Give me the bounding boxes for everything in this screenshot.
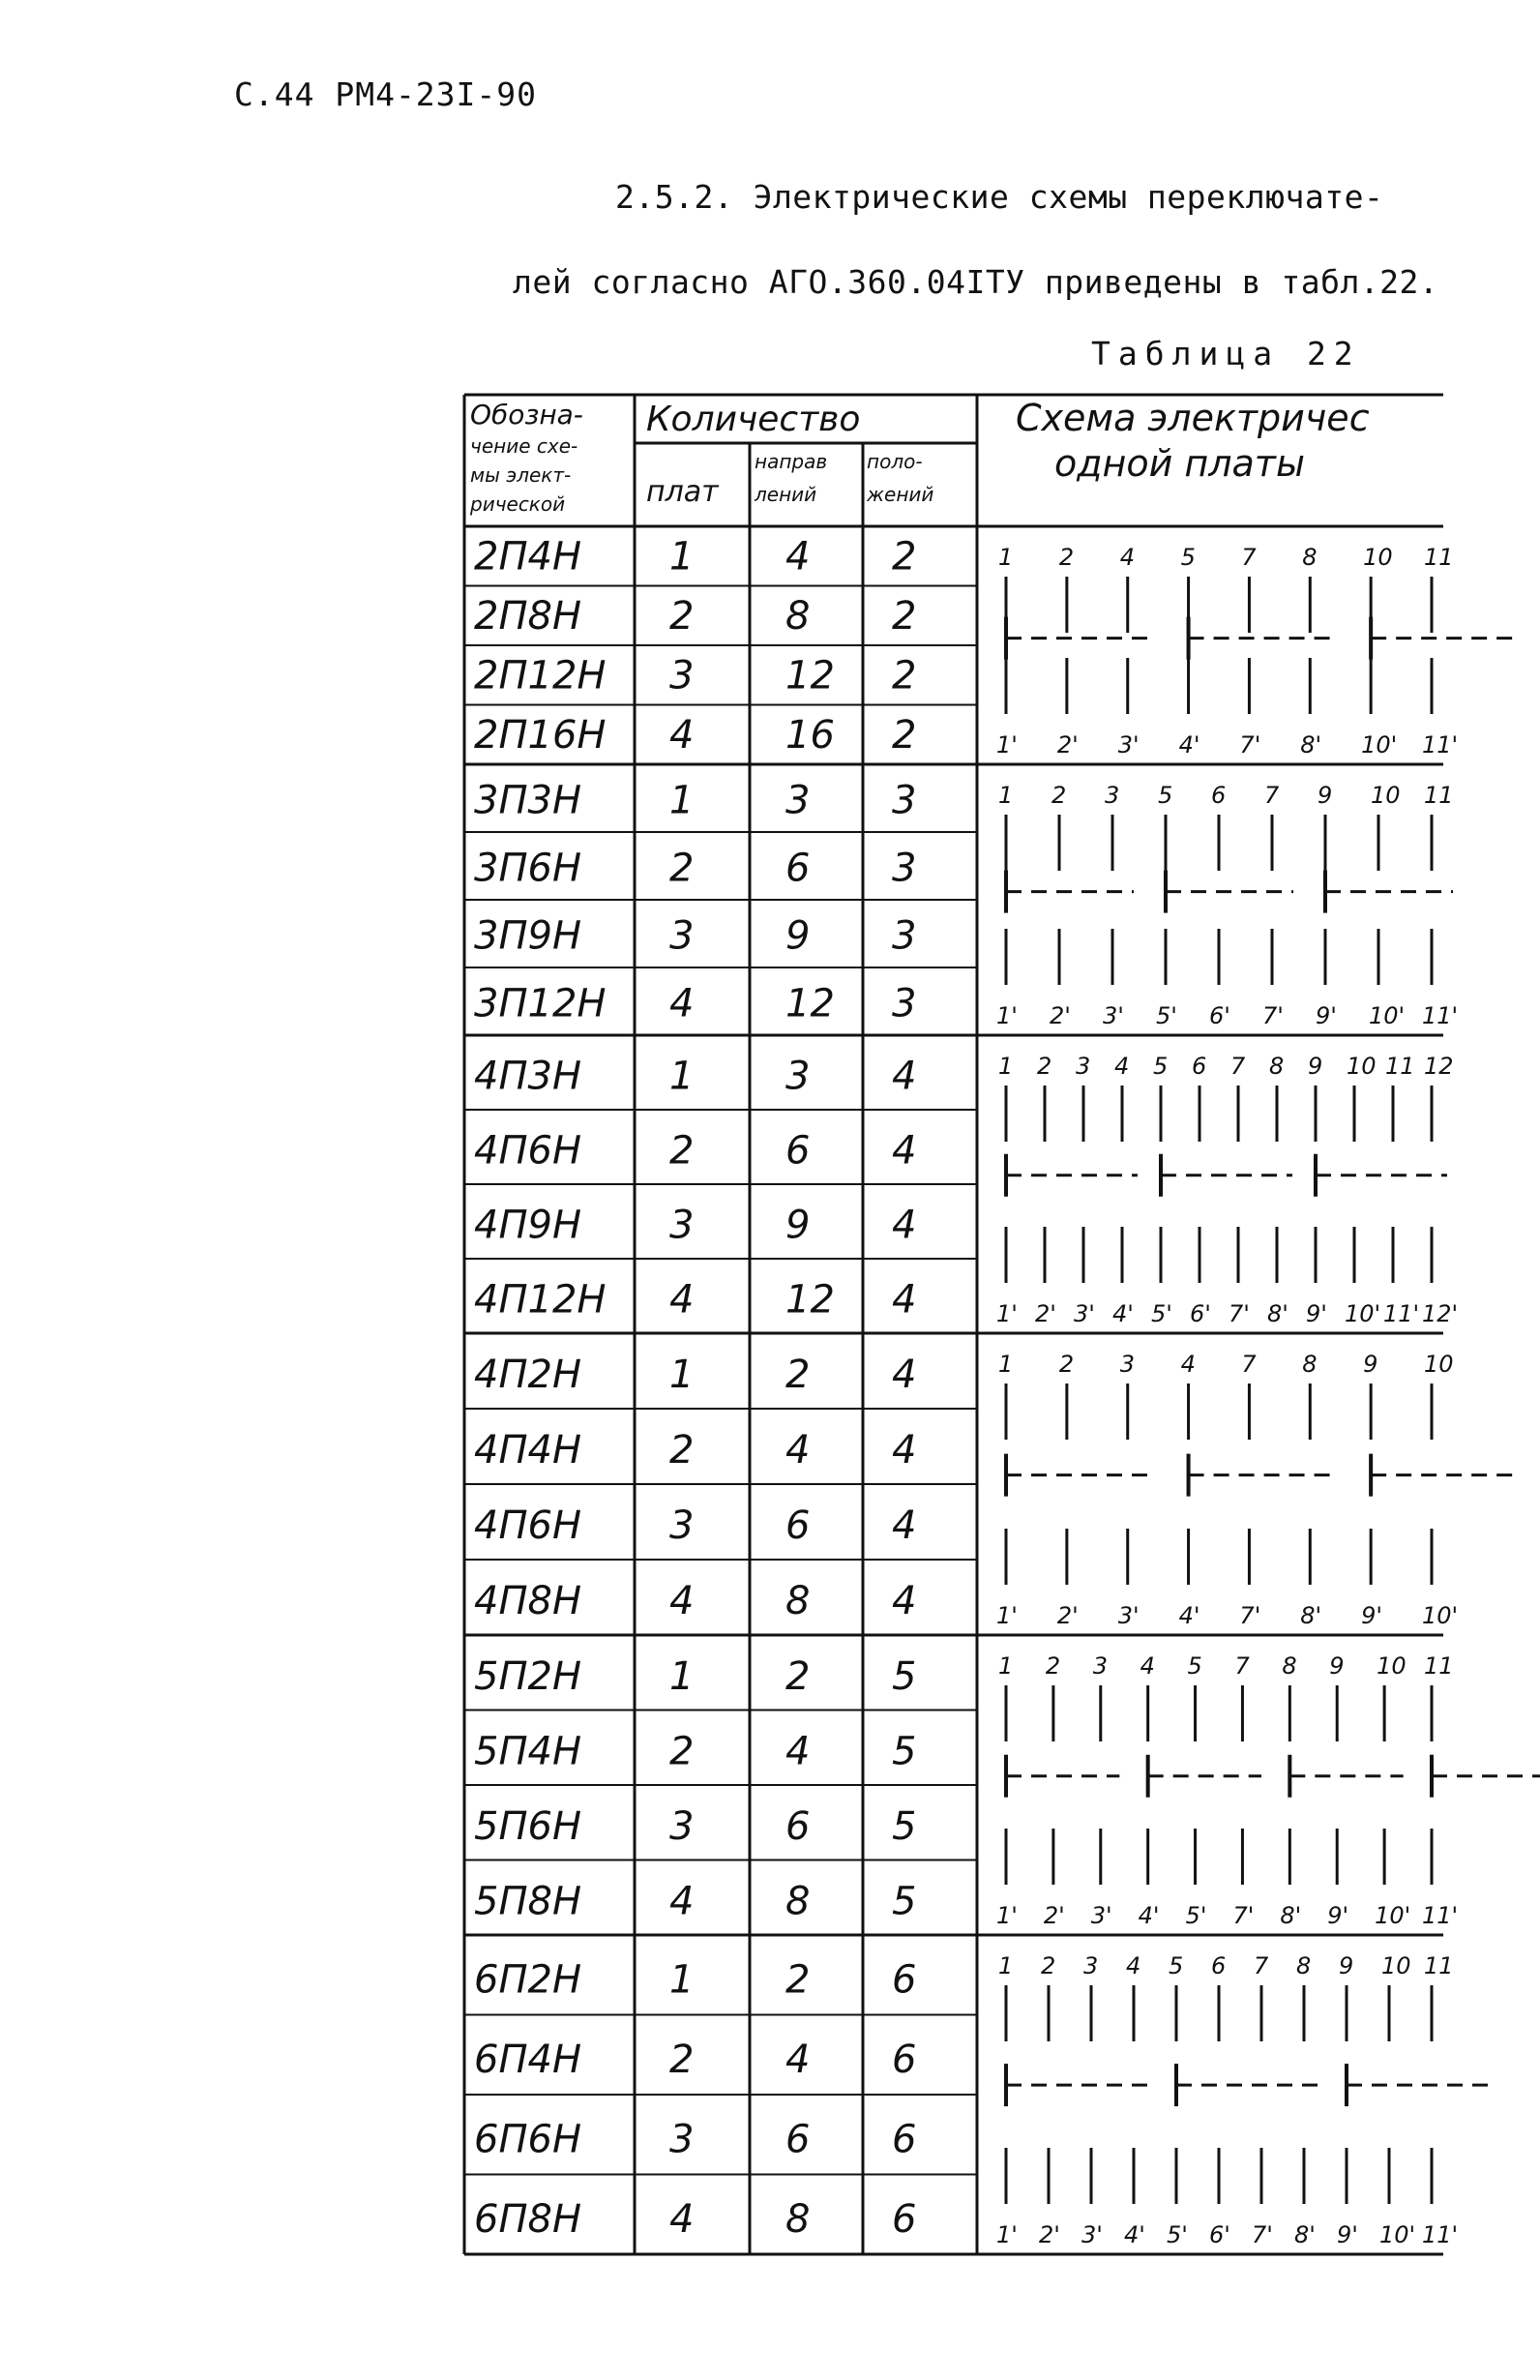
contact-label-top: 3 [1105,782,1120,809]
contact-label-top: 1 [998,1652,1014,1680]
contact-label-bottom: 4' [1178,1602,1200,1629]
row-positions-count: 3 [892,778,917,823]
row-positions-count: 6 [892,1957,917,2003]
header-positions-line: поло- [867,450,923,473]
row-designation: 4П3Н [474,1054,582,1099]
row-positions-count: 2 [892,653,917,699]
contact-label-top: 4 [1180,1351,1196,1378]
row-directions-count: 2 [785,1653,811,1699]
contact-label-top: 1 [998,782,1014,809]
contact-label-top: 2 [1045,1652,1061,1680]
row-directions-count: 3 [785,778,811,823]
contact-label-top: 8 [1269,1053,1285,1080]
row-directions-count: 4 [785,1428,811,1473]
row-designation: 5П6Н [474,1803,582,1849]
contact-label-top: 6 [1192,1053,1207,1080]
contact-label-bottom: 9' [1316,1002,1337,1029]
contact-label-bottom: 4' [1138,1902,1160,1929]
contact-label-top: 12 [1424,1053,1454,1080]
row-directions-count: 9 [785,913,811,959]
contact-label-top: 9 [1339,1952,1354,1979]
row-plates-count: 2 [669,1428,695,1473]
row-plates-count: 4 [669,2196,695,2242]
row-positions-count: 4 [892,1579,917,1624]
contact-label-bottom: 6' [1209,2221,1230,2248]
contact-label-bottom: 8' [1267,1300,1288,1327]
contact-label-top: 10 [1381,1952,1411,1979]
row-directions-count: 2 [785,1957,811,2003]
contact-label-top: 2 [1037,1053,1052,1080]
contact-label-bottom: 4' [1124,2221,1145,2248]
row-plates-count: 2 [669,593,695,639]
row-designation: 3П6Н [474,846,582,891]
row-designation: 6П6Н [474,2117,582,2162]
row-plates-count: 2 [669,1128,695,1174]
row-plates-count: 4 [669,712,695,758]
row-plates-count: 2 [669,1729,695,1774]
row-plates-count: 2 [669,846,695,891]
contact-label-top: 1 [998,1351,1014,1378]
paragraph-line-2: лей согласно АГО.360.04ITУ приведены в табл.22. [513,263,1439,301]
row-designation: 5П8Н [474,1879,582,1924]
row-designation: 6П8Н [474,2196,582,2242]
contact-label-bottom: 4' [1112,1300,1134,1327]
contact-label-bottom: 10' [1379,2221,1416,2248]
row-positions-count: 4 [892,1128,917,1174]
header-scheme-line: одной платы [1054,442,1305,485]
contact-label-bottom: 9' [1306,1300,1327,1327]
contact-label-top: 9 [1308,1053,1323,1080]
row-directions-count: 3 [785,1054,811,1099]
contact-label-top: 5 [1187,1652,1202,1680]
row-designation: 4П4Н [474,1428,582,1473]
row-designation: 4П9Н [474,1203,582,1248]
row-designation: 3П12Н [474,981,607,1026]
contact-label-top: 1 [998,544,1014,571]
row-positions-count: 6 [892,2196,917,2242]
contact-label-top: 10 [1347,1053,1377,1080]
contact-label-top: 5 [1153,1053,1169,1080]
contact-label-top: 5 [1158,782,1173,809]
contact-label-bottom: 1' [996,1902,1018,1929]
contact-label-bottom: 7' [1239,731,1261,759]
row-directions-count: 6 [785,1803,811,1849]
contact-label-top: 7 [1241,1351,1257,1378]
contact-label-top: 3 [1119,1351,1135,1378]
contact-label-bottom: 2' [1043,1902,1065,1929]
row-directions-count: 4 [785,2037,811,2082]
row-plates-count: 3 [669,2117,695,2162]
contact-label-bottom: 2' [1056,1602,1079,1629]
row-designation: 2П12Н [474,653,607,699]
row-plates-count: 1 [669,1957,695,2003]
contact-label-bottom: 10' [1369,1002,1406,1029]
header-directions-line: лений [755,483,817,506]
contact-label-bottom: 3' [1103,1002,1124,1029]
row-directions-count: 2 [785,1353,811,1398]
contact-label-bottom: 5' [1151,1300,1172,1327]
row-plates-count: 3 [669,1803,695,1849]
contact-label-bottom: 7' [1229,1300,1250,1327]
row-plates-count: 1 [669,1653,695,1699]
row-designation: 2П4Н [474,534,582,580]
contact-label-bottom: 11' [1422,1902,1459,1929]
row-directions-count: 4 [785,534,811,580]
contact-label-top: 8 [1302,544,1318,571]
header-designation-line: мы элект- [470,463,572,487]
row-directions-count: 12 [785,1277,835,1323]
contact-label-top: 10 [1363,544,1393,571]
contact-label-top: 7 [1234,1652,1250,1680]
row-positions-count: 4 [892,1503,917,1549]
contact-label-top: 4 [1126,1952,1141,1979]
row-positions-count: 4 [892,1203,917,1248]
contact-label-bottom: 5' [1167,2221,1188,2248]
contact-label-bottom: 8' [1300,731,1322,759]
row-positions-count: 2 [892,593,917,639]
contact-label-top: 5 [1169,1952,1184,1979]
contact-label-top: 7 [1264,782,1280,809]
contact-label-bottom: 1' [996,1002,1018,1029]
header-positions-line: жений [867,483,934,506]
row-designation: 4П6Н [474,1503,582,1549]
row-plates-count: 1 [669,778,695,823]
contact-label-bottom: 11' [1422,2221,1459,2248]
contact-label-bottom: 7' [1232,1902,1255,1929]
contact-label-bottom: 7' [1262,1002,1284,1029]
row-positions-count: 3 [892,846,917,891]
row-plates-count: 1 [669,534,695,580]
row-plates-count: 3 [669,653,695,699]
contact-label-bottom: 3' [1081,2221,1103,2248]
contact-label-bottom: 10' [1375,1902,1411,1929]
contact-label-top: 9 [1329,1652,1345,1680]
contact-label-bottom: 12' [1422,1300,1459,1327]
contact-label-top: 1 [998,1952,1014,1979]
row-plates-count: 1 [669,1353,695,1398]
row-designation: 3П9Н [474,913,582,959]
row-positions-count: 6 [892,2117,917,2162]
row-designation: 4П8Н [474,1579,582,1624]
row-positions-count: 3 [892,913,917,959]
row-positions-count: 5 [892,1803,917,1849]
contact-label-bottom: 8' [1300,1602,1322,1629]
contact-label-bottom: 11' [1422,731,1459,759]
header-designation-line: Обозна- [470,399,583,431]
row-directions-count: 8 [785,593,811,639]
header-designation-line: чение схе- [470,434,578,458]
contact-label-top: 3 [1092,1652,1109,1680]
contact-label-bottom: 7' [1239,1602,1261,1629]
contact-label-top: 10 [1377,1652,1407,1680]
row-directions-count: 12 [785,981,835,1026]
contact-label-top: 3 [1076,1053,1091,1080]
header-directions-line: направ [755,450,828,473]
row-designation: 5П4Н [474,1729,582,1774]
contact-label-top: 6 [1211,782,1227,809]
row-positions-count: 2 [892,534,917,580]
contact-label-top: 2 [1058,1351,1075,1378]
row-positions-count: 3 [892,981,917,1026]
row-directions-count: 6 [785,2117,811,2162]
contact-label-bottom: 2' [1056,731,1079,759]
row-plates-count: 4 [669,1579,695,1624]
contact-label-bottom: 10' [1422,1602,1459,1629]
contact-label-top: 5 [1180,544,1196,571]
row-plates-count: 1 [669,1054,695,1099]
row-plates-count: 4 [669,1879,695,1924]
row-directions-count: 6 [785,846,811,891]
contact-label-top: 11 [1385,1053,1415,1080]
row-plates-count: 4 [669,1277,695,1323]
contact-label-top: 11 [1424,544,1454,571]
contact-label-bottom: 3' [1090,1902,1112,1929]
row-plates-count: 2 [669,2037,695,2082]
contact-label-bottom: 1' [996,1602,1018,1629]
row-designation: 5П2Н [474,1653,582,1699]
contact-label-top: 8 [1282,1652,1297,1680]
header-scheme-line: Схема электричес [1016,397,1370,439]
contact-label-top: 2 [1058,544,1075,571]
contact-label-bottom: 9' [1361,1602,1383,1629]
contact-label-bottom: 10' [1361,731,1398,759]
row-designation: 4П6Н [474,1128,582,1174]
contact-label-bottom: 11' [1383,1300,1420,1327]
contact-label-top: 2 [1041,1952,1056,1979]
contact-label-top: 9 [1318,782,1333,809]
row-plates-count: 4 [669,981,695,1026]
contact-label-bottom: 1' [996,731,1018,759]
row-designation: 6П4Н [474,2037,582,2082]
contact-label-bottom: 1' [996,2221,1018,2248]
header-designation-line: рической [470,492,566,516]
table-caption: Таблица 22 [1091,335,1361,372]
row-directions-count: 9 [785,1203,811,1248]
contact-label-top: 11 [1424,782,1454,809]
row-positions-count: 5 [892,1653,917,1699]
contact-label-bottom: 7' [1252,2221,1273,2248]
contact-label-top: 7 [1241,544,1257,571]
contact-label-bottom: 4' [1178,731,1200,759]
contact-label-bottom: 6' [1209,1002,1230,1029]
row-designation: 3П3Н [474,778,582,823]
row-designation: 2П8Н [474,593,582,639]
row-directions-count: 8 [785,1879,811,1924]
contact-label-bottom: 2' [1035,1300,1056,1327]
contact-label-bottom: 3' [1117,731,1140,759]
contact-label-top: 6 [1211,1952,1227,1979]
row-positions-count: 4 [892,1353,917,1398]
contact-label-bottom: 2' [1039,2221,1060,2248]
row-positions-count: 5 [892,1879,917,1924]
document-code-header: С.44 РМ4-23I-90 [234,75,538,113]
contact-label-top: 9 [1363,1351,1378,1378]
row-directions-count: 4 [785,1729,811,1774]
contact-label-top: 10 [1424,1351,1454,1378]
row-designation: 6П2Н [474,1957,582,2003]
contact-label-bottom: 1' [996,1300,1018,1327]
contact-label-bottom: 3' [1074,1300,1095,1327]
row-plates-count: 3 [669,913,695,959]
contact-label-bottom: 8' [1280,1902,1302,1929]
contact-label-top: 8 [1296,1952,1312,1979]
contact-label-top: 3 [1083,1952,1099,1979]
contact-label-bottom: 5' [1185,1902,1207,1929]
contact-label-top: 2 [1051,782,1067,809]
contact-label-top: 7 [1254,1952,1269,1979]
contact-label-bottom: 5' [1156,1002,1177,1029]
contact-label-bottom: 2' [1050,1002,1071,1029]
contact-label-top: 4 [1119,544,1135,571]
contact-label-top: 4 [1114,1053,1130,1080]
contact-label-bottom: 9' [1327,1902,1349,1929]
row-positions-count: 2 [892,712,917,758]
contact-label-bottom: 8' [1294,2221,1316,2248]
row-positions-count: 4 [892,1277,917,1323]
row-positions-count: 4 [892,1054,917,1099]
row-designation: 4П2Н [474,1353,582,1398]
contact-label-bottom: 3' [1117,1602,1140,1629]
row-plates-count: 3 [669,1203,695,1248]
contact-label-top: 11 [1424,1652,1454,1680]
row-positions-count: 5 [892,1729,917,1774]
row-designation: 2П16Н [474,712,607,758]
row-positions-count: 6 [892,2037,917,2082]
row-directions-count: 6 [785,1128,811,1174]
contact-label-bottom: 10' [1345,1300,1381,1327]
row-directions-count: 6 [785,1503,811,1549]
row-designation: 4П12Н [474,1277,607,1323]
contact-label-bottom: 6' [1190,1300,1211,1327]
row-plates-count: 3 [669,1503,695,1549]
contact-label-top: 11 [1424,1952,1454,1979]
contact-label-top: 1 [998,1053,1014,1080]
row-positions-count: 4 [892,1428,917,1473]
contact-label-bottom: 11' [1422,1002,1459,1029]
contact-label-top: 7 [1230,1053,1246,1080]
row-directions-count: 12 [785,653,835,699]
contact-label-bottom: 9' [1337,2221,1358,2248]
contact-label-top: 8 [1302,1351,1318,1378]
contact-label-top: 10 [1371,782,1401,809]
paragraph-line-1: 2.5.2. Электрические схемы переключате- [615,178,1384,216]
row-directions-count: 8 [785,1579,811,1624]
header-quantity: Количество [646,400,861,439]
row-directions-count: 16 [785,712,835,758]
header-plates: плат [646,475,719,509]
contact-label-top: 4 [1140,1652,1155,1680]
row-directions-count: 8 [785,2196,811,2242]
